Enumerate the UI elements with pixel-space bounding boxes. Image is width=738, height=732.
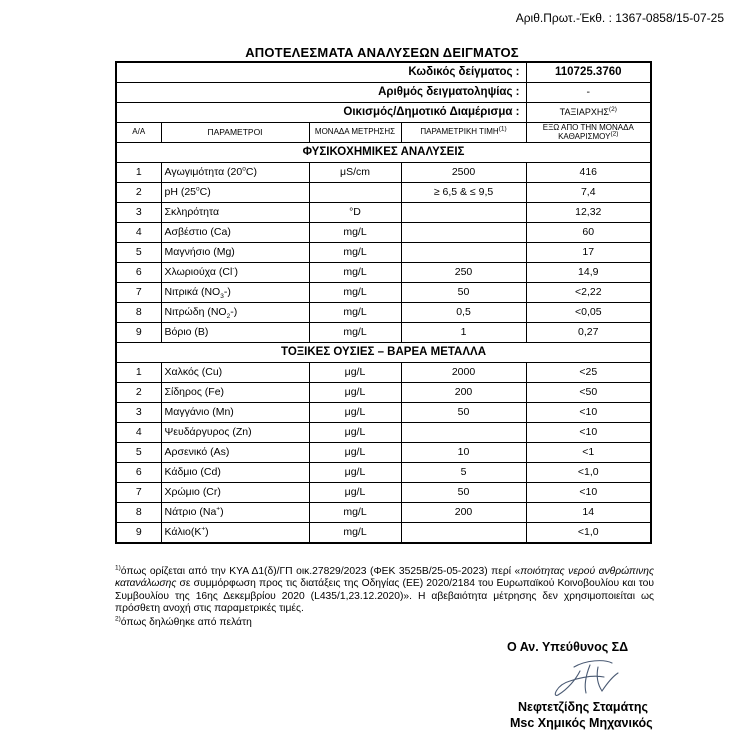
protocol-number: Αριθ.Πρωτ.-Έκθ. : 1367-0858/15-07-25: [515, 11, 724, 25]
parametric-value-cell: 1: [401, 323, 526, 343]
parameter-name: [161, 363, 309, 383]
header-result-ref: (2): [610, 129, 619, 137]
table-row: [116, 523, 651, 544]
result-cell: <50: [526, 383, 651, 403]
parameter-name-text: Ασβέστιο (Ca): [164, 225, 231, 238]
parameter-tail: C): [245, 165, 257, 178]
parameter-name-text: Βόριο (B): [164, 325, 209, 338]
table-row: [116, 223, 651, 243]
parameter-name-text: Αγωγιμότητα (20: [164, 165, 243, 178]
table-row: [116, 423, 651, 443]
parametric-value-cell: 2000: [401, 363, 526, 383]
unit-cell: μg/L: [309, 483, 401, 503]
row-number: 6: [116, 263, 161, 283]
parameter-name-text: Χαλκός (Cu): [164, 365, 223, 378]
parameter-sup: -: [232, 265, 235, 273]
parametric-value-cell: ≥ 6,5 & ≤ 9,5: [401, 183, 526, 203]
parameter-name-text: Αρσενικό (As): [164, 445, 230, 458]
parameter-name-text: Χλωριούχα (Cl: [164, 265, 233, 278]
footnote-2: [115, 617, 252, 628]
parametric-value-cell: [401, 523, 526, 544]
result-cell: 60: [526, 223, 651, 243]
unit-cell: mg/L: [309, 263, 401, 283]
parameter-name: [161, 403, 309, 423]
row-number: 9: [116, 323, 161, 343]
header-result: [526, 123, 651, 143]
result-cell: <10: [526, 423, 651, 443]
parameter-name: [161, 383, 309, 403]
unit-cell: °D: [309, 203, 401, 223]
unit-cell: [309, 183, 401, 203]
parameter-name-text: Νιτρώδη (NO: [164, 305, 227, 318]
footnote-2-text: όπως δηλώθηκε από πελάτη: [120, 617, 252, 628]
unit-cell: mg/L: [309, 303, 401, 323]
section2-title: ΤΟΞΙΚΕΣ ΟΥΣΙΕΣ – ΒΑΡΕΑ ΜΕΤΑΛΛΑ: [116, 343, 651, 363]
settlement-ref: (2): [608, 105, 617, 113]
row-number: 8: [116, 503, 161, 523]
parametric-value-cell: 2500: [401, 163, 526, 183]
parametric-value-cell: [401, 243, 526, 263]
header-aa: Α/Α: [116, 123, 161, 143]
settlement-name: ΤΑΞΙΑΡΧΗΣ: [559, 106, 609, 117]
result-cell: 7,4: [526, 183, 651, 203]
parameter-name: [161, 523, 309, 544]
parameter-name-text: Μαγγάνιο (Mn): [164, 405, 234, 418]
row-number: 6: [116, 463, 161, 483]
result-cell: <10: [526, 483, 651, 503]
row-number: 2: [116, 183, 161, 203]
table-row: [116, 443, 651, 463]
footnote-2-ref: 2): [115, 615, 121, 623]
footnote-1-italic: ποιότητας νερού ανθρώπινης κατανάλωσης: [115, 566, 654, 590]
result-cell: <2,22: [526, 283, 651, 303]
parameter-name-text: pH (25: [164, 185, 197, 198]
table-row: [116, 283, 651, 303]
parameter-name: [161, 183, 309, 203]
parameter-name: [161, 203, 309, 223]
signature-stroke: [555, 661, 618, 696]
row-number: 4: [116, 423, 161, 443]
sampling-number-row: [116, 83, 651, 103]
row-number: 7: [116, 283, 161, 303]
parameter-name-text: Κάλιο(K: [164, 525, 202, 538]
parameter-name-text: Ψευδάργυρος (Zn): [164, 425, 252, 438]
parameter-name-text: Σίδηρος (Fe): [164, 385, 225, 398]
parameter-name-text: Χρώμιο (Cr): [164, 485, 221, 498]
table-row: [116, 163, 651, 183]
parametric-value-cell: 10: [401, 443, 526, 463]
parameter-name-text: Νιτρικά (NO: [164, 285, 221, 298]
parameter-sub: 3: [220, 292, 224, 300]
table-row: [116, 203, 651, 223]
parameter-tail-2: -): [230, 305, 238, 318]
parametric-value-cell: [401, 423, 526, 443]
row-number: 4: [116, 223, 161, 243]
row-number: 2: [116, 383, 161, 403]
row-number: 3: [116, 403, 161, 423]
unit-cell: μg/L: [309, 383, 401, 403]
unit-cell: μg/L: [309, 443, 401, 463]
parameter-name: [161, 423, 309, 443]
parameter-name: [161, 243, 309, 263]
parameter-tail: ): [234, 265, 238, 278]
table-row: [116, 263, 651, 283]
unit-cell: mg/L: [309, 503, 401, 523]
parameter-name-text: Νάτριο (Na: [164, 505, 217, 518]
parametric-value-cell: 0,5: [401, 303, 526, 323]
table-row: [116, 503, 651, 523]
result-cell: <1,0: [526, 523, 651, 544]
parametric-value-cell: 250: [401, 263, 526, 283]
table-row: [116, 463, 651, 483]
sampling-number-label: Αριθμός δειγματοληψίας :: [116, 83, 526, 103]
header-parametric-value-label: ΠΑΡΑΜΕΤΡΙΚΗ ΤΙΜΗ: [420, 127, 499, 137]
section1-title: ΦΥΣΙΚΟΧΗΜΙΚΕΣ ΑΝΑΛΥΣΕΙΣ: [116, 143, 651, 163]
parametric-value-cell: 50: [401, 283, 526, 303]
unit-cell: μg/L: [309, 363, 401, 383]
parametric-value-cell: 200: [401, 383, 526, 403]
parameter-name: [161, 163, 309, 183]
footnote-1: [115, 566, 654, 616]
signer-name: Νεφτετζίδης Σταμάτης: [518, 700, 648, 714]
result-cell: <0,05: [526, 303, 651, 323]
unit-cell: mg/L: [309, 243, 401, 263]
unit-cell: μg/L: [309, 463, 401, 483]
header-parametric-value: [401, 123, 526, 143]
result-cell: 14,9: [526, 263, 651, 283]
row-number: 9: [116, 523, 161, 544]
table-row: [116, 243, 651, 263]
parameter-name: [161, 443, 309, 463]
result-cell: 12,32: [526, 203, 651, 223]
parameter-name-text: Κάδμιο (Cd): [164, 465, 221, 478]
section2-header-row: [116, 343, 651, 363]
result-cell: <10: [526, 403, 651, 423]
footnote-1-ref: 1): [115, 564, 121, 572]
unit-cell: μg/L: [309, 423, 401, 443]
parameter-sub: 2: [226, 312, 231, 320]
parametric-value-cell: 200: [401, 503, 526, 523]
parametric-value-cell: [401, 203, 526, 223]
parameter-name: [161, 303, 309, 323]
unit-cell: μS/cm: [309, 163, 401, 183]
sample-code-value: 110725.3760: [526, 62, 651, 83]
header-result-label: ΕΞΩ ΑΠΟ ΤΗΝ ΜΟΝΑΔΑ ΚΑΘΑΡΙΣΜΟΥ: [542, 122, 634, 141]
results-table-body: [116, 62, 651, 543]
parametric-value-cell: 50: [401, 483, 526, 503]
table-row: [116, 323, 651, 343]
parameter-tail: C): [199, 185, 211, 198]
document-title: ΑΠΟΤΕΛΕΣΜΑΤΑ ΑΝΑΛΥΣΕΩΝ ΔΕΙΓΜΑΤΟΣ: [245, 45, 519, 60]
result-cell: 14: [526, 503, 651, 523]
settlement-value: [526, 103, 651, 123]
settlement-label: Οικισμός/Δημοτικό Διαμέρισμα :: [116, 103, 526, 123]
result-cell: <1: [526, 443, 651, 463]
unit-cell: μg/L: [309, 403, 401, 423]
parameter-sup: +: [216, 505, 221, 513]
table-row: [116, 303, 651, 323]
unit-cell: mg/L: [309, 523, 401, 544]
signer-title: Ο Αν. Υπεύθυνος ΣΔ: [507, 640, 629, 654]
result-cell: <25: [526, 363, 651, 383]
row-number: 8: [116, 303, 161, 323]
parameter-name-text: Μαγνήσιο (Mg): [164, 245, 235, 258]
row-number: 7: [116, 483, 161, 503]
unit-cell: mg/L: [309, 323, 401, 343]
result-cell: 0,27: [526, 323, 651, 343]
result-cell: <1,0: [526, 463, 651, 483]
parameter-tail: ): [220, 505, 224, 518]
parameter-tail-2: -): [223, 285, 231, 298]
parameter-name: [161, 463, 309, 483]
parameter-name: [161, 283, 309, 303]
footnote-1-text-a: όπως ορίζεται από την ΚΥΑ Δ1(δ)/ΓΠ οικ.27829/2023 (ΦΕΚ 3525Β/25-05-2023) περί «: [120, 566, 521, 577]
section1-header-row: [116, 143, 651, 163]
row-number: 1: [116, 163, 161, 183]
table-row: [116, 363, 651, 383]
parametric-value-cell: 50: [401, 403, 526, 423]
sample-code-row: [116, 62, 651, 83]
column-header-row: [116, 123, 651, 143]
parameter-name: [161, 483, 309, 503]
result-cell: 17: [526, 243, 651, 263]
parameter-name-text: Σκληρότητα: [164, 205, 220, 218]
table-row: [116, 383, 651, 403]
table-row: [116, 183, 651, 203]
parameter-sup: +: [201, 525, 206, 533]
parameter-sup: ο: [242, 165, 246, 173]
row-number: 5: [116, 243, 161, 263]
settlement-row: [116, 103, 651, 123]
parameter-name: [161, 323, 309, 343]
table-row: [116, 403, 651, 423]
row-number: 5: [116, 443, 161, 463]
parameter-tail: ): [205, 525, 209, 538]
signature-image: [546, 655, 626, 699]
unit-cell: mg/L: [309, 283, 401, 303]
parametric-value-cell: [401, 223, 526, 243]
header-unit: ΜΟΝΑΔΑ ΜΕΤΡΗΣΗΣ: [309, 123, 401, 143]
footnote-1-text-b: σε συμμόρφωση προς τις διατάξεις της Οδηγίας (ΕΕ) 2020/2184 του Ευρωπαϊκού Κοινοβουλίου και του Συμβουλίου της 16ης Δεκεμβρίου 2020 (L435/1,23.12.2020)». Η αβεβαιότητα μέτρησης δεν χρησιμοποιείται ως πρόσθετη ανοχή στις παραμετρικές τιμές.: [115, 578, 654, 615]
results-table: [115, 61, 652, 544]
row-number: 3: [116, 203, 161, 223]
unit-cell: mg/L: [309, 223, 401, 243]
parameter-name: [161, 223, 309, 243]
table-row: [116, 483, 651, 503]
row-number: 1: [116, 363, 161, 383]
result-cell: 416: [526, 163, 651, 183]
header-parameters: ΠΑΡΑΜΕΤΡΟΙ: [161, 123, 309, 143]
signer-role: Msc Χημικός Μηχανικός: [510, 716, 653, 730]
parameter-sup: o: [196, 185, 200, 193]
parametric-value-cell: 5: [401, 463, 526, 483]
parameter-name: [161, 503, 309, 523]
sampling-number-value: -: [526, 83, 651, 103]
parameter-name: [161, 263, 309, 283]
header-parametric-value-ref: (1): [498, 125, 507, 133]
sample-code-label: Κωδικός δείγματος :: [116, 62, 526, 83]
